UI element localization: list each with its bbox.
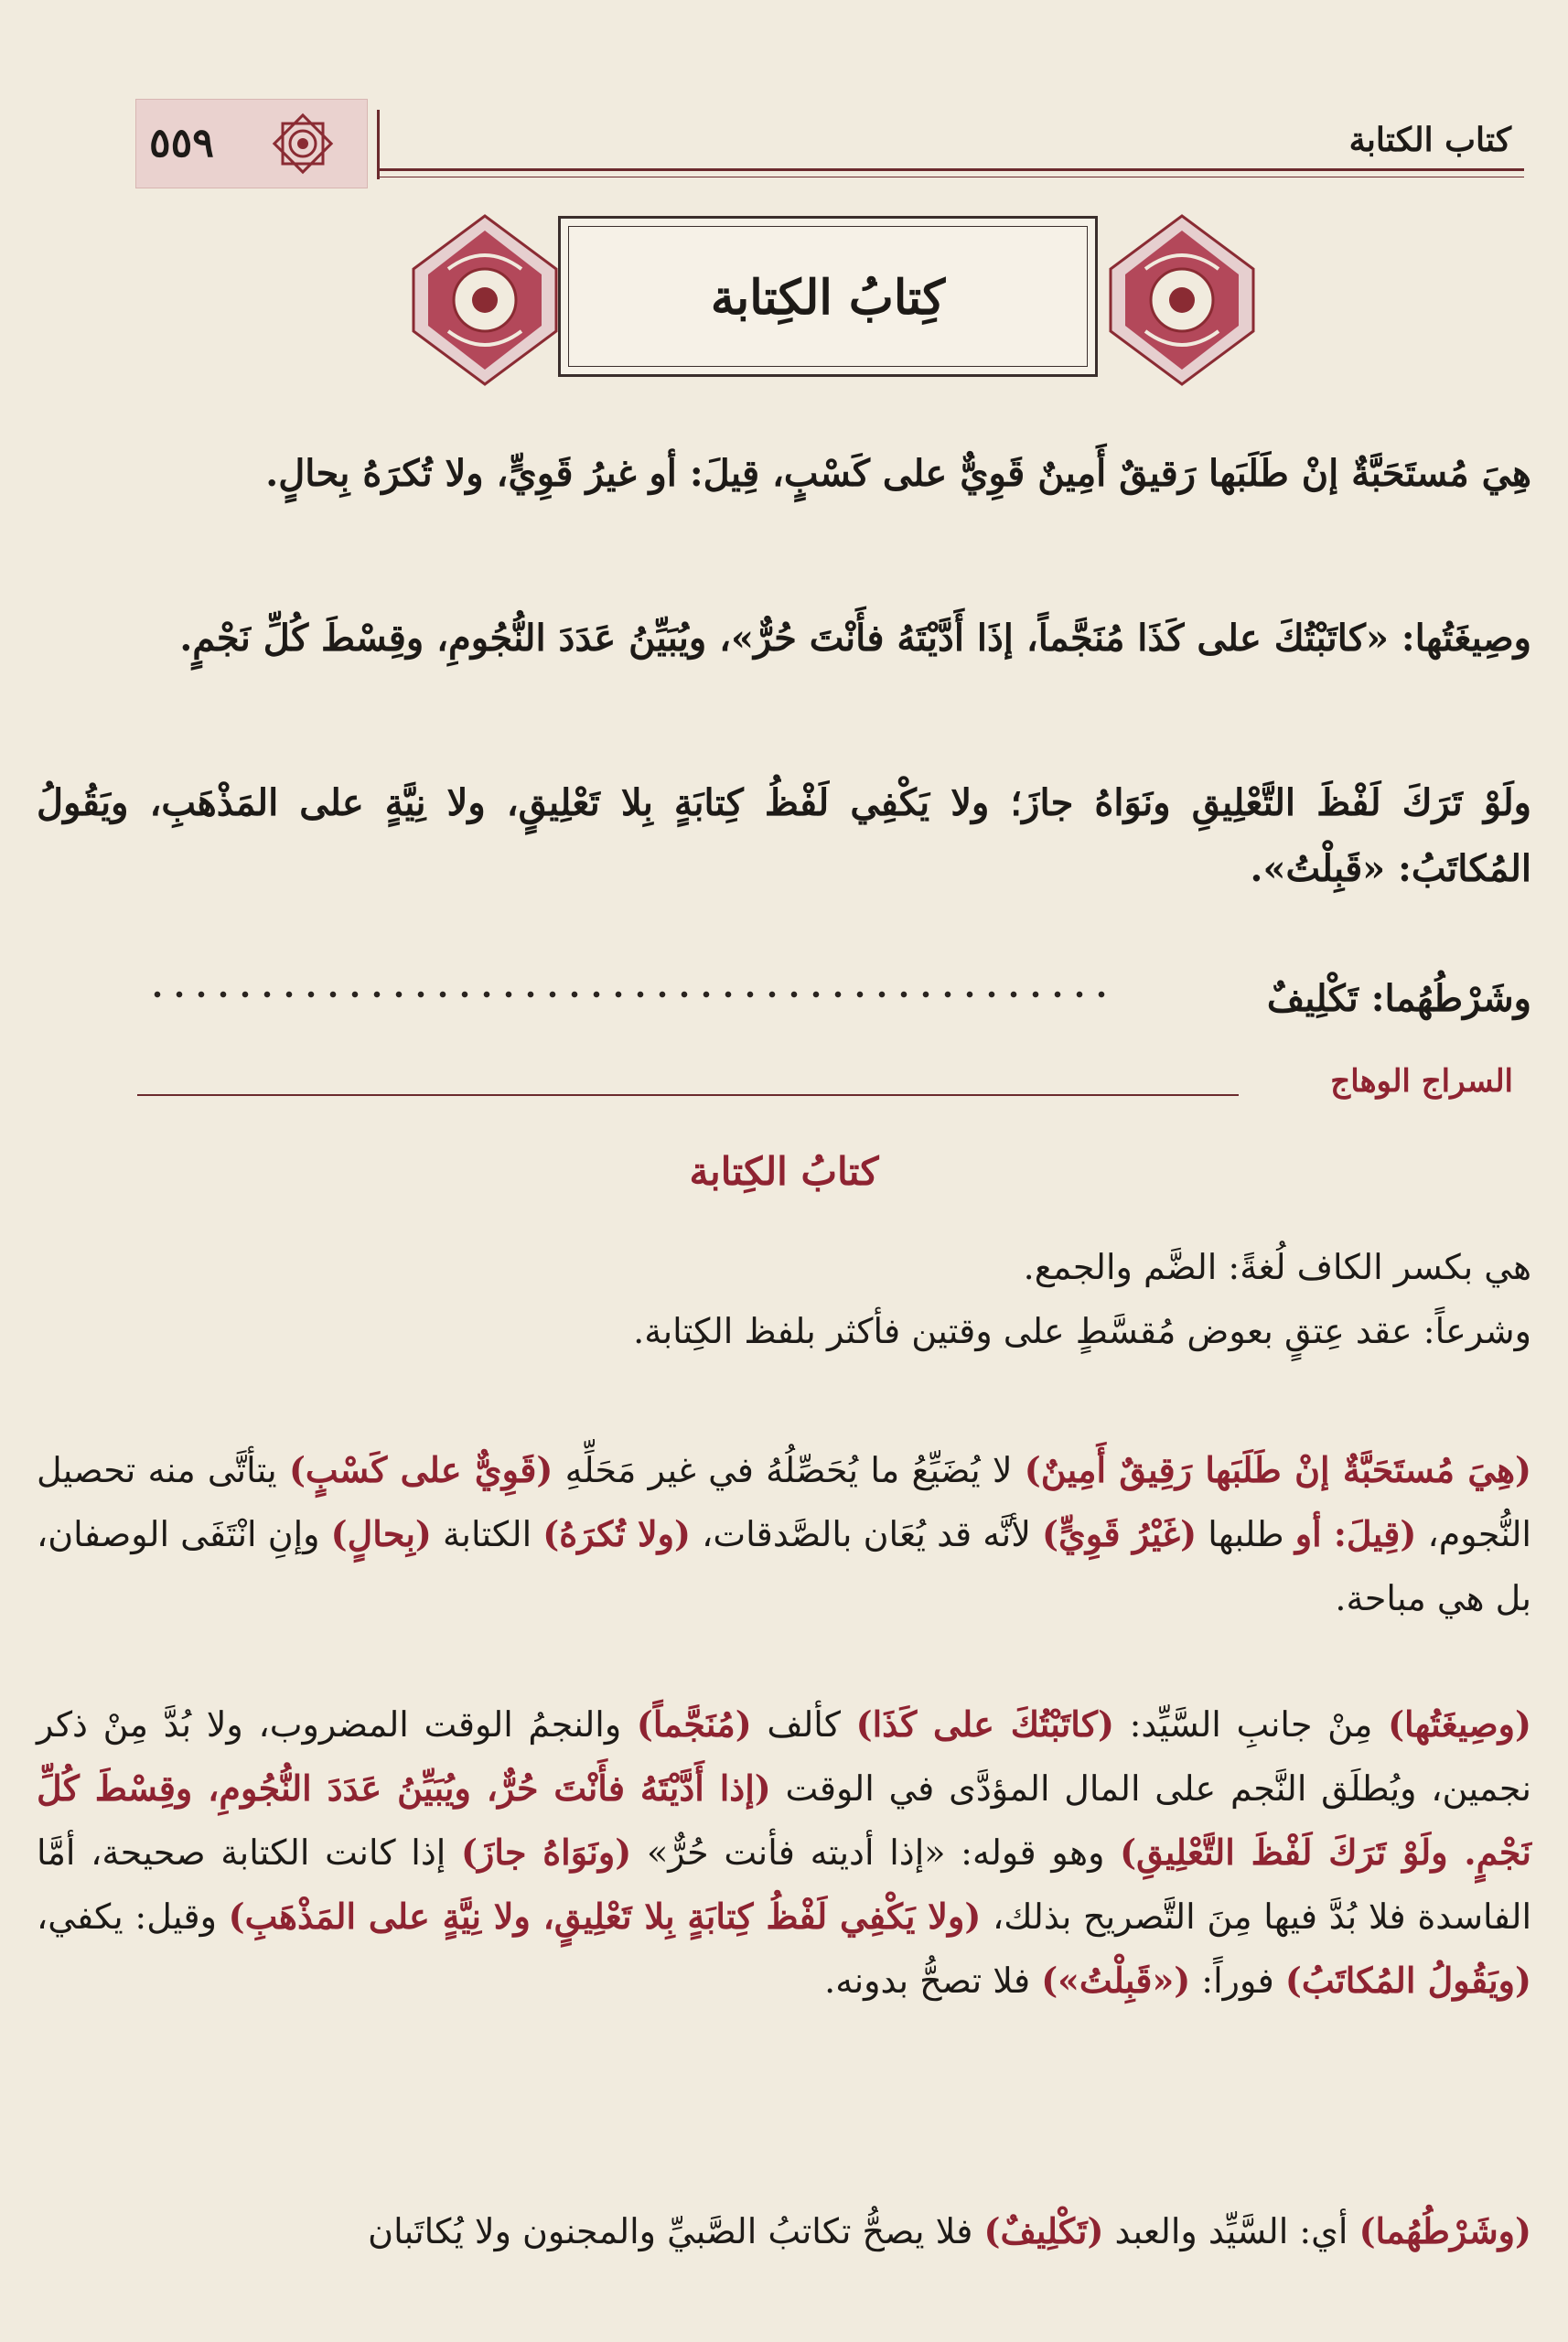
commentary-paragraph: هي بكسر الكاف لُغةً: الضَّم والجمع. (1023, 1247, 1531, 1287)
title-frame (558, 216, 1098, 377)
commentary-text: أي: السَّيِّد والعبد (1103, 2211, 1359, 2251)
commentary-text: لا يُضَيِّعُ ما يُحَصِّلُهُ في غير مَحَلِّهِ (553, 1450, 1025, 1490)
arabesque-ornament-right-icon (1109, 214, 1255, 386)
commentary-text: الكتابة (431, 1514, 543, 1554)
page-number-box (135, 99, 368, 188)
commentary-heading: كتابُ الكِتابة (689, 1149, 879, 1194)
commentary-paragraph (37, 2199, 1531, 2263)
quoted-matn-text: (ولا يَكْفِي لَفْظُ كِتابَةٍ بِلا تَعْلِيقٍ، ولا نِيَّةٍ على المَذْهَبِ) (228, 1896, 982, 1937)
commentary-paragraph: وشرعاً: عقد عِتقٍ بعوض مُقسَّطٍ على وقتين فأكثر بلفظ الكِتابة. (633, 1311, 1531, 1351)
header-rule (377, 168, 1524, 171)
rosette-icon (264, 105, 341, 182)
matn-paragraph: وشَرْطُهُما: تَكْلِيفٌ (1266, 977, 1531, 1020)
quoted-matn-text: (كاتَبْتُكَ على كَذَا) (855, 1703, 1114, 1745)
commentary-text: وقيل: يكفي، (37, 1896, 229, 1937)
commentary-text: كألف (751, 1704, 856, 1745)
dotted-leader (146, 990, 1107, 999)
arabesque-ornament-left-icon (412, 214, 558, 386)
commentary-text: مِنْ جانبِ السَّيِّد: (1113, 1704, 1389, 1745)
quoted-matn-text: (ونَوَاهُ جازَ) (461, 1832, 632, 1873)
quoted-matn-text: (إذا أَدَّيْتَهُ فأَنْتَ حُرٌّ، ويُبَيِّنُ عَدَدَ النُّجُومِ، وقِسْطَ كُلِّ نَجْمٍ. ولَوْ تَرَكَ لَفْظَ التَّعْلِيقِ) (37, 1767, 1531, 1873)
quoted-matn-text: (وشَرْطُهُما) (1359, 2210, 1531, 2251)
section-divider (137, 1094, 1239, 1096)
matn-paragraph: هِيَ مُستَحَبَّةٌ إنْ طَلَبَها رَقيقٌ أَمِينٌ قَوِيٌّ على كَسْبٍ، قِيلَ: أو غيرُ قَوِيٍّ، ولا تُكرَهُ بِحالٍ. (265, 452, 1531, 495)
commentary-text: فلا تصحُّ بدونه. (824, 1961, 1042, 2001)
quoted-matn-text: (تَكْلِيفٌ) (983, 2210, 1104, 2251)
chapter-title: كِتابُ الكِتابة (710, 270, 946, 326)
commentary-text: طلبها (1197, 1514, 1295, 1554)
quoted-matn-text: (مُنَجَّماً) (636, 1703, 752, 1745)
page-number: ٥٥٩ (149, 120, 214, 167)
commentary-text: فوراً: (1190, 1961, 1285, 2001)
quoted-matn-text: (بِحالٍ) (330, 1513, 432, 1554)
commentary-text: إذا كانت الكتابة صحيحة، أمَّا الفاسدة فلا بُدَّ فيها مِنَ التَّصريح بذلك، (37, 1832, 1531, 1937)
quoted-matn-text: (ويَقُولُ المُكاتَبُ) (1284, 1960, 1531, 2001)
commentary-paragraph (37, 1692, 1531, 2013)
commentary-text: لأنَّه قد يُعَان بالصَّدقات، (690, 1514, 1043, 1554)
quoted-matn-text: (وصِيغَتُها) (1388, 1703, 1531, 1745)
quoted-matn-text: (قَوِيٌّ على كَسْبٍ) (288, 1449, 553, 1490)
quoted-matn-text: (ولا تُكرَهُ) (542, 1513, 691, 1554)
quoted-matn-text: (غَيْرُ قَوِيٍّ) (1042, 1513, 1197, 1554)
quoted-matn-text: («قَبِلْتُ») (1041, 1960, 1191, 2001)
commentary-text: والنجمُ الوقت المضروب، ولا بُدَّ مِنْ ذكر نجمين، ويُطلَق النَّجم على المال المؤدَّى في الوقت (37, 1704, 1532, 1809)
quoted-matn-text: (قِيلَ: أو (1294, 1513, 1417, 1554)
running-title: كتاب الكتابة (1348, 121, 1511, 159)
commentary-text: وإنِ انْتَفَى الوصفان، بل هي مباحة. (37, 1514, 1531, 1618)
matn-paragraph: وصِيغَتُها: «كاتَبْتُكَ على كَذَا مُنَجَّماً، إذَا أَدَّيْتَهُ فأَنْتَ حُرٌّ»، ويُبَيِّنُ عَدَدَ النُّجُومِ، وقِسْطَ كُلِّ نَجْمٍ. (179, 617, 1531, 660)
matn-paragraph: ولَوْ تَرَكَ لَفْظَ التَّعْلِيقِ ونَوَاهُ جازَ؛ ولا يَكْفِي لَفْظُ كِتابَةٍ بِلا تَعْلِيقٍ، ولا نِيَّةٍ على المَذْهَبِ، ويَقُولُ المُكاتَبُ: «قَبِلْتُ». (37, 781, 1531, 890)
commentary-paragraph (37, 1438, 1531, 1630)
commentary-text: وهو قوله: «إذا أديته فأنت حُرٌّ» (631, 1832, 1121, 1873)
commentary-text: فلا يصحُّ تكاتبُ الصَّبيِّ والمجنون ولا يُكاتَبان (368, 2211, 984, 2251)
commentary-text: يتأتَّى منه تحصيل النُّجوم، (37, 1450, 1531, 1554)
quoted-matn-text: (هِيَ مُستَحَبَّةٌ إنْ طَلَبَها رَقِيقٌ أَمِينٌ) (1024, 1449, 1532, 1490)
commentary-title: السراج الوهاج (1330, 1063, 1513, 1100)
